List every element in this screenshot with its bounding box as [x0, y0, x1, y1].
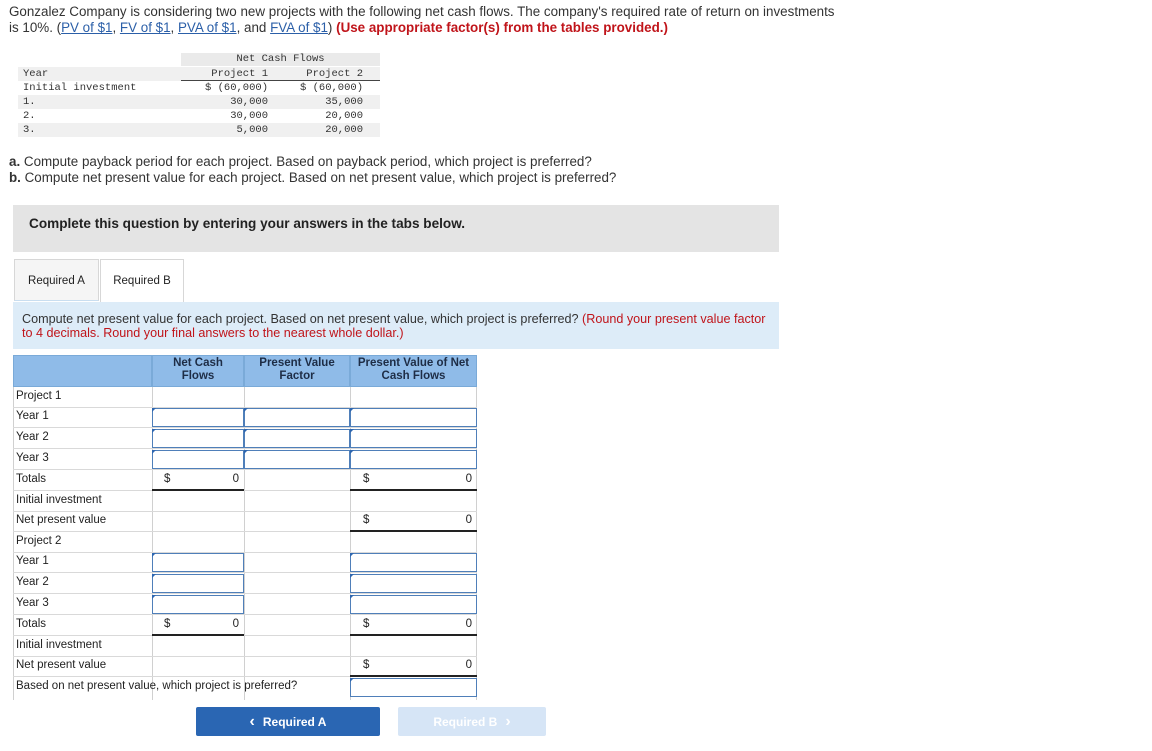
row-label: Year 3 — [16, 452, 49, 464]
row-label: Project 2 — [16, 535, 62, 547]
tab-required-b[interactable]: Required B — [100, 259, 184, 303]
p2-year1-pv-input[interactable] — [350, 553, 477, 572]
row-label: Net present value — [16, 659, 107, 671]
table-row — [13, 636, 477, 657]
row-p2: 20,000 — [325, 110, 363, 122]
currency-symbol: $ — [164, 618, 171, 630]
header-ncf-line2: Flows — [181, 370, 215, 382]
row-label: Totals — [16, 618, 47, 630]
row-p2: 20,000 — [325, 124, 363, 136]
header-pvn-label — [350, 357, 477, 383]
row-label: Totals — [16, 473, 47, 485]
tab-required-a[interactable]: Required A — [14, 259, 99, 301]
col-project-1: Project 1 — [211, 68, 268, 80]
link-pva-of-1[interactable]: PVA of $1 — [178, 20, 237, 35]
row-p2: $ (60,000) — [299, 82, 363, 94]
row-p2: 35,000 — [325, 96, 363, 108]
question-b-label: b. — [9, 170, 21, 185]
p1-year3-pvf-input[interactable] — [244, 450, 350, 469]
prev-button-label: Required A — [262, 715, 327, 729]
p2-year2-ncf-input[interactable] — [152, 574, 244, 593]
table-row — [13, 470, 477, 491]
p2-year3-pv-input[interactable] — [350, 595, 477, 614]
question-a-text: Compute payback period for each project. Based on payback period, which project is preferred? — [20, 154, 592, 169]
prev-required-a-button[interactable] — [196, 707, 380, 736]
col-year: Year — [23, 68, 49, 80]
row-label: Year 2 — [16, 576, 49, 588]
table-row — [13, 656, 477, 677]
p1-year3-ncf-input[interactable] — [152, 450, 244, 469]
table-row — [13, 552, 477, 573]
row-p1: $ (60,000) — [204, 82, 268, 94]
intro-and: , and — [236, 20, 271, 35]
question-b-text: Compute net present value for each project. Based on net present value, which project is preferred? — [20, 170, 617, 185]
row-p1: 5,000 — [236, 124, 268, 136]
intro-sep: , — [170, 20, 178, 35]
preferred-project-select[interactable] — [350, 678, 477, 697]
grid-header-blank — [13, 355, 152, 387]
col-project-2: Project 2 — [306, 68, 363, 80]
link-pv-of-1[interactable]: PV of $1 — [61, 20, 113, 35]
header-pvn-line1: Present Value of Net — [357, 357, 470, 369]
intro-close: ) — [327, 20, 333, 35]
row-p1: 30,000 — [230, 110, 268, 122]
header-pvf-line1: Present Value — [259, 357, 335, 369]
header-ncf-line1: Net Cash — [173, 357, 223, 369]
cash-flow-row — [18, 95, 380, 109]
cash-flow-row — [18, 123, 380, 137]
currency-symbol: $ — [363, 618, 370, 630]
row-label: Year 1 — [16, 555, 49, 567]
currency-symbol: $ — [363, 514, 370, 526]
p1-year2-ncf-input[interactable] — [152, 429, 244, 448]
p1-total-pv: 0 — [465, 473, 472, 485]
instruction-text: Compute net present value for each project. Based on net present value, which project is preferred? — [22, 312, 583, 326]
tab-instruction — [13, 302, 779, 349]
p1-year2-pv-input[interactable] — [350, 429, 477, 448]
p2-npv-value: 0 — [465, 659, 472, 671]
row-year: Initial investment — [23, 82, 137, 94]
cash-flow-group-header: Net Cash Flows — [181, 53, 380, 66]
tabs-banner: Complete this question by entering your answers in the tabs below. — [13, 205, 779, 252]
p2-year3-ncf-input[interactable] — [152, 595, 244, 614]
header-pvf-label — [244, 357, 350, 383]
question-a-label: a. — [9, 154, 21, 169]
row-label: Based on net present value, which project is preferred? — [16, 680, 298, 692]
cash-flow-header-row — [18, 67, 380, 81]
npv-grid — [13, 355, 478, 700]
row-label: Net present value — [16, 514, 107, 526]
header-ncf-label — [152, 357, 244, 383]
table-row — [13, 491, 477, 512]
table-row — [13, 387, 477, 408]
row-p1: 30,000 — [230, 96, 268, 108]
p1-npv-value: 0 — [465, 514, 472, 526]
row-label: Initial investment — [16, 639, 102, 651]
p2-year2-pv-input[interactable] — [350, 574, 477, 593]
intro-sep: , — [112, 20, 120, 35]
p1-total-ncf: 0 — [232, 473, 239, 485]
table-row — [13, 449, 477, 470]
row-year: 1. — [23, 96, 36, 108]
link-fva-of-1[interactable]: FVA of $1 — [270, 20, 328, 35]
p2-total-pv: 0 — [465, 618, 472, 630]
currency-symbol: $ — [363, 473, 370, 485]
questions — [9, 154, 616, 186]
intro-paragraph — [9, 4, 839, 36]
table-row — [13, 428, 477, 449]
table-row — [13, 594, 477, 615]
row-label: Year 1 — [16, 410, 49, 422]
header-pvn-line2: Cash Flows — [381, 370, 446, 382]
p1-year2-pvf-input[interactable] — [244, 429, 350, 448]
table-row — [13, 615, 477, 636]
row-label: Year 2 — [16, 431, 49, 443]
currency-symbol: $ — [164, 473, 171, 485]
p1-year1-pv-input[interactable] — [350, 408, 477, 427]
p1-year3-pv-input[interactable] — [350, 450, 477, 469]
intro-text: Gonzalez Company is considering two new projects with the following net cash flows. The company's required rate of return on investments is 10%. ( — [9, 4, 835, 35]
table-row — [13, 407, 477, 428]
row-year: 2. — [23, 110, 36, 122]
row-label: Year 3 — [16, 597, 49, 609]
currency-symbol: $ — [363, 659, 370, 671]
cash-flow-row — [18, 81, 380, 95]
question-a — [9, 154, 616, 170]
table-row — [13, 573, 477, 594]
next-button-label: Required B — [433, 715, 498, 729]
table-row — [13, 511, 477, 532]
table-row — [13, 532, 477, 553]
p1-year1-pvf-input[interactable] — [244, 408, 350, 427]
chevron-right-icon: › — [505, 713, 511, 730]
row-label: Project 1 — [16, 390, 62, 402]
p2-total-ncf: 0 — [232, 618, 239, 630]
intro-instruction: (Use appropriate factor(s) from the tables provided.) — [336, 20, 668, 35]
instruction-note: (Round your present value factor to 4 decimals. Round your final answers to the nearest whole dollar.) — [22, 312, 766, 340]
question-b — [9, 170, 616, 186]
link-fv-of-1[interactable]: FV of $1 — [119, 20, 171, 35]
row-label: Initial investment — [16, 494, 102, 506]
chevron-left-icon: ‹ — [249, 713, 255, 730]
cash-flow-row — [18, 109, 380, 123]
next-required-b-button[interactable] — [398, 707, 546, 736]
p1-year1-ncf-input[interactable] — [152, 408, 244, 427]
header-pvf-line2: Factor — [279, 370, 315, 382]
table-row — [13, 677, 477, 698]
p2-year1-ncf-input[interactable] — [152, 553, 244, 572]
row-year: 3. — [23, 124, 36, 136]
